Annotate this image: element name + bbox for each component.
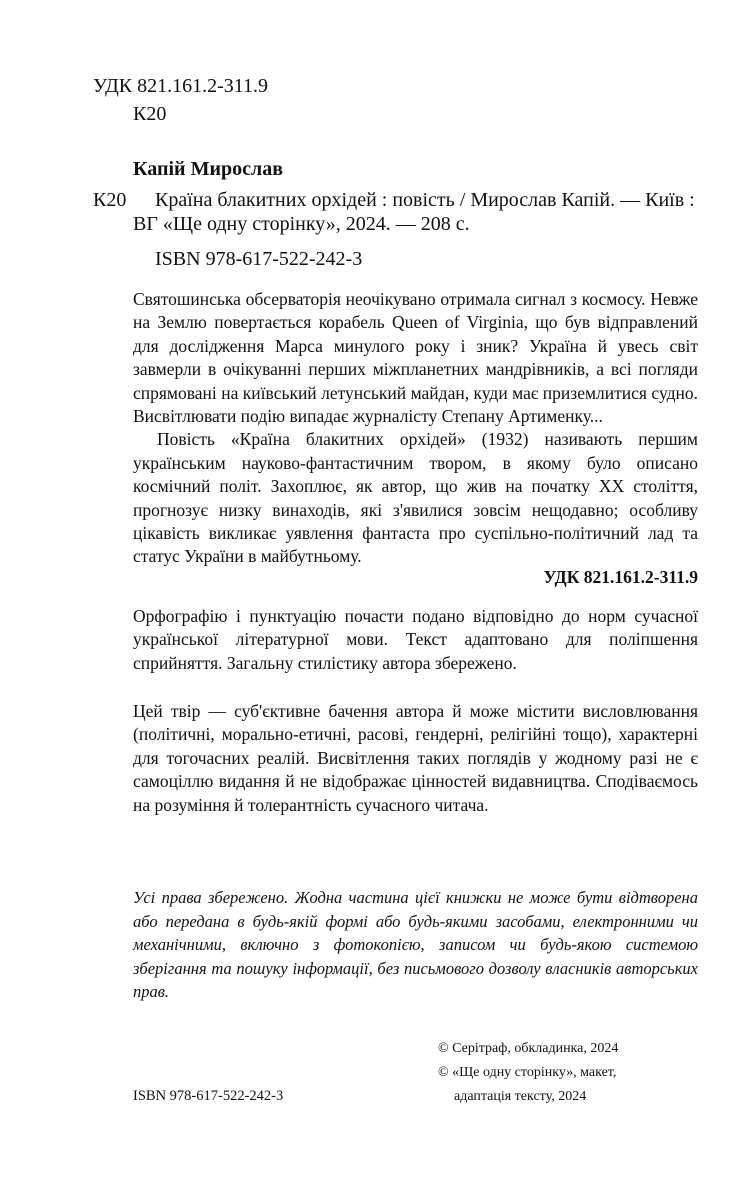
copyright-line-2: © «Ще одну сторінку», макет, (438, 1065, 617, 1080)
annotation-paragraph-2: Повість «Країна блакитних орхідей» (1932) називають першим українським науково-фантастичним твором, в якому було описано космічний політ. Захоплює, як автор, що жив на початку XX століття, прогнозує низку винаходів, які з'явилися зовсім нещодавно; особливу цікавість викликає уявлення фантаста про суспільно-політичний лад та статус України в майбутньому. (133, 429, 698, 567)
rights-reserved-text: Усі права збережено. Жодна частина цієї книжки не може бути відтворена або передана в будь-якій формі або будь-якими засобами, електронними чи механічними, включно з фотокопією, записом чи будь-якою системою зберігання та пошуку інформації, без письмового дозволу власників авторських прав. (133, 888, 698, 1001)
biblio-line-1: Країна блакитних орхідей : повість / Мирослав Капій. — Київ : (155, 189, 695, 211)
disclaimer-text: Цей твір — суб'єктивне бачення автора й може містити висловлювання (політичні, морально-етичні, расові, гендерні, релігійні тощо), характерні для тогочасних реалій. Висвітлення таких поглядів у жодному разі не є самоціллю видання й не відображає цінностей видавництва. Сподіваємось на розуміння й толерантність сучасного читача. (133, 701, 698, 815)
copyright-line-1: © Серітраф, обкладинка, 2024 (438, 1041, 619, 1056)
spelling-note-text: Орфографію і пунктуацію почасти подано відповідно до норм сучасної української літературної мови. Текст адаптовано для поліпшення сприйняття. Загальну стилістику автора збережено. (133, 606, 698, 673)
rights-reserved (133, 886, 698, 1004)
annotation-paragraph-1: Святошинська обсерваторія неочікувано отримала сигнал з космосу. Невже на Землю повертається корабель Queen of Virginia, що був відправлений для дослідження Марса минулого року і зник? Україна й увесь світ завмерли в очікуванні перших міжпланетних мандрівників, а всі погляди спрямовані на київський летунський майдан, куди має приземлитися судно. Висвітлювати подію випадає журналісту Степану Артименку... (133, 289, 698, 427)
bibliographic-description (133, 188, 698, 236)
biblio-line-2: ВГ «Ще одну сторінку», 2024. — 208 с. (133, 213, 470, 235)
udk-code-block (93, 72, 268, 128)
isbn-main: ISBN 978-617-522-242-3 (155, 248, 363, 270)
spelling-note (133, 605, 698, 675)
author-mark-left: К20 (93, 189, 127, 211)
udk-code-right: УДК 821.161.2-311.9 (543, 567, 698, 587)
udk-code-top: УДК 821.161.2-311.9 (93, 75, 269, 97)
copyright-block (438, 1037, 718, 1109)
author-mark-top: К20 (133, 103, 167, 125)
author-name: Капій Мирослав (133, 158, 283, 180)
disclaimer (133, 700, 698, 817)
annotation (133, 288, 698, 569)
copyright-line-3: адаптація тексту, 2024 (454, 1089, 587, 1104)
isbn-footer: ISBN 978-617-522-242-3 (133, 1088, 284, 1104)
